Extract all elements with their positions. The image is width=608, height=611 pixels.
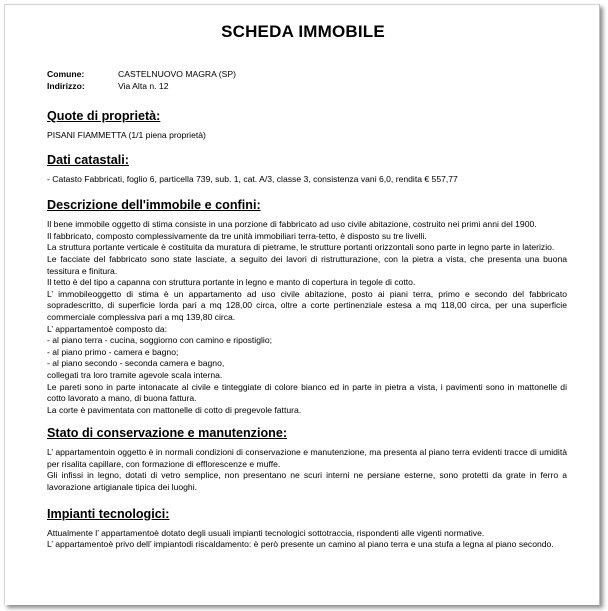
- section-body-proprieta: [47, 130, 567, 142]
- paragraph: Il tetto è del tipo a capanna con struttura portante in legno e manto di copertura in tegole di cotto.: [47, 277, 416, 288]
- paragraph: La corte è pavimentata con mattonelle di cotto di pregevole fattura.: [47, 404, 302, 415]
- section-heading-stato: Stato di conservazione e manutenzione:: [47, 426, 288, 441]
- section-heading-impianti: Impianti tecnologici:: [47, 506, 170, 521]
- paragraph: - Catasto Fabbricati, foglio 6, particella 739, sub. 1, cat. A/3, classe 3, consistenza vani 6,0, rendita € 557,77: [47, 173, 458, 184]
- meta-value: Via Alta n. 12: [118, 80, 169, 91]
- paragraph: Attualmente l’ appartamentoè dotato degli usuali impianti tecnologici sottotraccia, rispondenti alle vigenti normative.: [47, 527, 485, 538]
- section-heading-catastali: Dati catastali:: [47, 152, 129, 167]
- paragraph: Gli infissi in legno, dotati di vetro semplice, non presentano ne scuri interni ne persiane esterne, sono protetti da grate in ferro a lavorazione artigianale tipica dei luoghi.: [47, 470, 567, 493]
- document-content: [47, 21, 567, 551]
- paragraph: L’ appartamentoè composto da:: [47, 323, 168, 334]
- meta-value: CASTELNUOVO MAGRA (SP): [118, 69, 236, 79]
- section-body-stato: [47, 447, 567, 493]
- paragraph: Il bene immobile oggetto di stima consiste in una porzione di fabbricato ad uso civile abitazione, costruito nei primi anni del 1900.: [47, 219, 537, 230]
- document-page: [4, 4, 600, 605]
- list-item: - al piano secondo - seconda camera e bagno,: [47, 358, 225, 369]
- section-body-catastali: [47, 174, 567, 186]
- paragraph: L’ appartamentoin oggetto è in normali condizioni di conservazione e manutenzione, ma presenta al piano terra evidenti tracce di umidità per risalita capillare, con formazione di efflorescenze e muffe.: [47, 447, 567, 469]
- paragraph: La struttura portante verticale è costituita da muratura di pietrame, le strutture portanti orizzontali sono parte in legno parte in laterizio.: [47, 242, 555, 253]
- section-body-impianti: [47, 528, 567, 551]
- paragraph: L’ appartamentoè privo dell’ impiantodi riscaldamento: è però presente un camino al piano terra e una stufa a legna al piano secondo.: [47, 539, 554, 550]
- meta-label: Comune:: [47, 69, 85, 79]
- meta-row-comune: [47, 69, 567, 81]
- page-title: SCHEDA IMMOBILE: [221, 22, 385, 41]
- meta-label: Indirizzo:: [47, 80, 85, 91]
- section-heading-proprieta: Quote di proprietà:: [47, 109, 161, 123]
- paragraph: Le facciate del fabbricato sono state lasciate, a seguito dei lavori di ristrutturazione, con la pietra a vista, che presenta una buona tessitura e finitura.: [47, 253, 567, 276]
- paragraph: collegati tra loro tramite agevole scala interna.: [47, 369, 223, 380]
- paragraph: Le pareti sono in parte intonacate al civile e tinteggiate di colore bianco ed in parte in pietra a vista, i pavimenti sono in mattonelle di cotto lavorato a mano, di buona fattura.: [47, 381, 567, 404]
- list-item: - al piano primo - camera e bagno;: [47, 346, 179, 357]
- section-body-descrizione: [47, 219, 567, 416]
- list-item: - al piano terra - cucina, soggiorno con camino e ripostiglio;: [47, 335, 272, 346]
- property-info: [47, 69, 567, 92]
- section-heading-descrizione: Descrizione dell'immobile e confini:: [47, 198, 261, 213]
- paragraph: L’ immobileoggetto di stima è un appartamento ad uso civile abitazione, posto ai piani terra, primo e secondo del fabbricato sopradescritto, di superficie lorda pari a mq 128,00 circa, oltre a corte pertinenziale estesa a mq 118,00 circa, per una superficie commerciale complessiva pari a mq 139,80 circa.: [47, 288, 567, 322]
- meta-row-indirizzo: [47, 81, 567, 93]
- paragraph: PISANI FIAMMETTA (1/1 piena proprietà): [47, 130, 206, 140]
- paragraph: Il fabbricato, composto complessivamente da tre unità immobiliari terra-tetto, è disposto su tre livelli.: [47, 230, 427, 241]
